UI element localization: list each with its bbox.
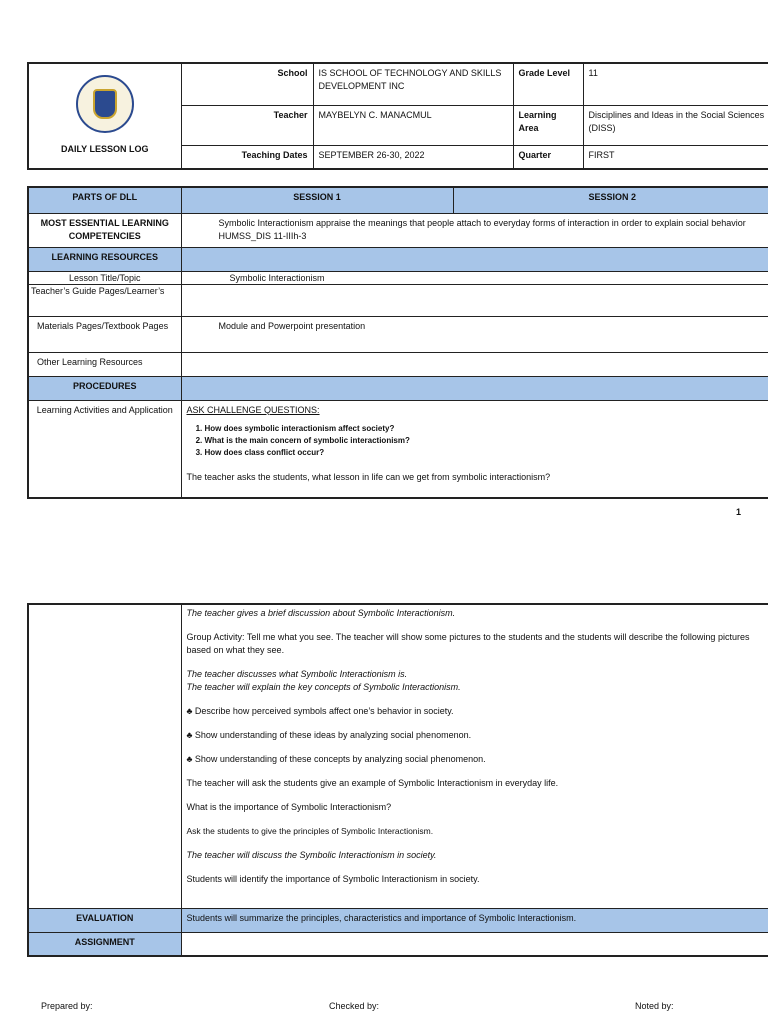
evaluation-value: Students will summarize the principles, characteristics and importance of Symbolic Interactionism. <box>181 908 768 932</box>
continuation-table <box>27 603 768 957</box>
prepared-by-label: Prepared by: <box>41 1001 93 1011</box>
text-line: The teacher gives a brief discussion about Symbolic Interactionism. <box>186 608 456 618</box>
text-line: ♣ Show understanding of these concepts by analyzing social phenomenon. <box>186 754 486 764</box>
col-parts-header: PARTS OF DLL <box>28 187 181 213</box>
materials-value: Module and Powerpoint presentation <box>181 316 768 352</box>
noted-by-label: Noted by: <box>635 1001 674 1011</box>
school-label: School <box>181 63 313 105</box>
other-resources-label: Other Learning Resources <box>28 352 181 376</box>
melc-label: MOST ESSENTIAL LEARNING COMPETENCIES <box>28 213 181 247</box>
text-line: ♣ Show understanding of these ideas by analyzing social phenomenon. <box>186 730 472 740</box>
guide-label: Teacher’s Guide Pages/Learner’s <box>28 284 181 316</box>
document-title: DAILY LESSON LOG <box>60 144 149 154</box>
list-item: 1. How does symbolic interactionism affect society? <box>205 423 767 435</box>
quarter-value: FIRST <box>583 145 768 169</box>
area-value: Disciplines and Ideas in the Social Sciences (DISS) <box>583 105 768 145</box>
deped-seal-icon <box>76 75 134 133</box>
header-table <box>27 62 768 170</box>
continuation-label-empty <box>28 604 181 908</box>
assignment-value <box>181 932 768 956</box>
col-session2-header: SESSION 2 <box>453 187 768 213</box>
assignment-label: ASSIGNMENT <box>28 932 181 956</box>
teacher-label: Teacher <box>181 105 313 145</box>
text-line: Students will identify the importance of Symbolic Interactionism in society. <box>186 874 480 884</box>
text-line: The teacher will ask the students give an example of Symbolic Interactionism in everyday life. <box>186 778 559 788</box>
evaluation-label: EVALUATION <box>28 908 181 932</box>
list-item: 2. What is the main concern of symbolic interactionism? <box>205 435 767 447</box>
teacher-value: MAYBELYN C. MANACMUL <box>313 105 513 145</box>
resources-label: LEARNING RESOURCES <box>28 247 181 271</box>
text-line: Group Activity: Tell me what you see. The teacher will show some pictures to the students and the students will describe the following pictures based on what they see. <box>186 632 750 655</box>
materials-label: Materials Pages/Textbook Pages <box>28 316 181 352</box>
school-value: IS SCHOOL OF TECHNOLOGY AND SKILLS DEVELOPMENT INC <box>313 63 513 105</box>
activities-label: Learning Activities and Application <box>28 400 181 498</box>
text-line: ♣ Describe how perceived symbols affect one’s behavior in society. <box>186 706 454 716</box>
text-line: Ask the students to give the principles of Symbolic Interactionism. <box>186 826 434 836</box>
closing-question: The teacher asks the students, what lesson in life can we get from symbolic interactionism? <box>186 471 551 482</box>
melc-value: Symbolic Interactionism appraise the meanings that people attach to everyday forms of interaction in order to explain social behavior HUMSS_DIS 11-IIIh-3 <box>181 213 768 247</box>
guide-value <box>181 284 768 316</box>
topic-value: Symbolic Interactionism <box>181 271 768 284</box>
challenge-questions <box>205 423 767 459</box>
topic-label: Lesson Title/Topic <box>28 271 181 284</box>
list-item: 3. How does class conflict occur? <box>205 447 767 459</box>
text-line: The teacher will explain the key concepts of Symbolic Interactionism. <box>186 682 461 692</box>
checked-by-label: Checked by: <box>329 1001 380 1011</box>
logo-cell <box>28 63 181 169</box>
text-line: The teacher will discuss the Symbolic Interactionism in society. <box>186 850 437 860</box>
procedures-empty <box>181 376 768 400</box>
continuation-content <box>181 604 768 908</box>
resources-empty <box>181 247 768 271</box>
activities-content <box>181 400 768 498</box>
grade-value: 11 <box>583 63 768 105</box>
dates-value: SEPTEMBER 26-30, 2022 <box>313 145 513 169</box>
quarter-label: Quarter <box>513 145 583 169</box>
other-resources-value <box>181 352 768 376</box>
challenge-heading: ASK CHALLENGE QUESTIONS: <box>186 404 320 415</box>
page-number: 1 <box>736 507 742 517</box>
grade-label: Grade Level <box>513 63 583 105</box>
col-session1-header: SESSION 1 <box>181 187 453 213</box>
area-label: Learning Area <box>513 105 583 145</box>
text-line: What is the importance of Symbolic Interactionism? <box>186 802 392 812</box>
procedures-label: PROCEDURES <box>28 376 181 400</box>
lesson-table <box>27 186 768 499</box>
dates-label: Teaching Dates <box>181 145 313 169</box>
text-line: The teacher discusses what Symbolic Interactionism is. <box>186 669 408 679</box>
